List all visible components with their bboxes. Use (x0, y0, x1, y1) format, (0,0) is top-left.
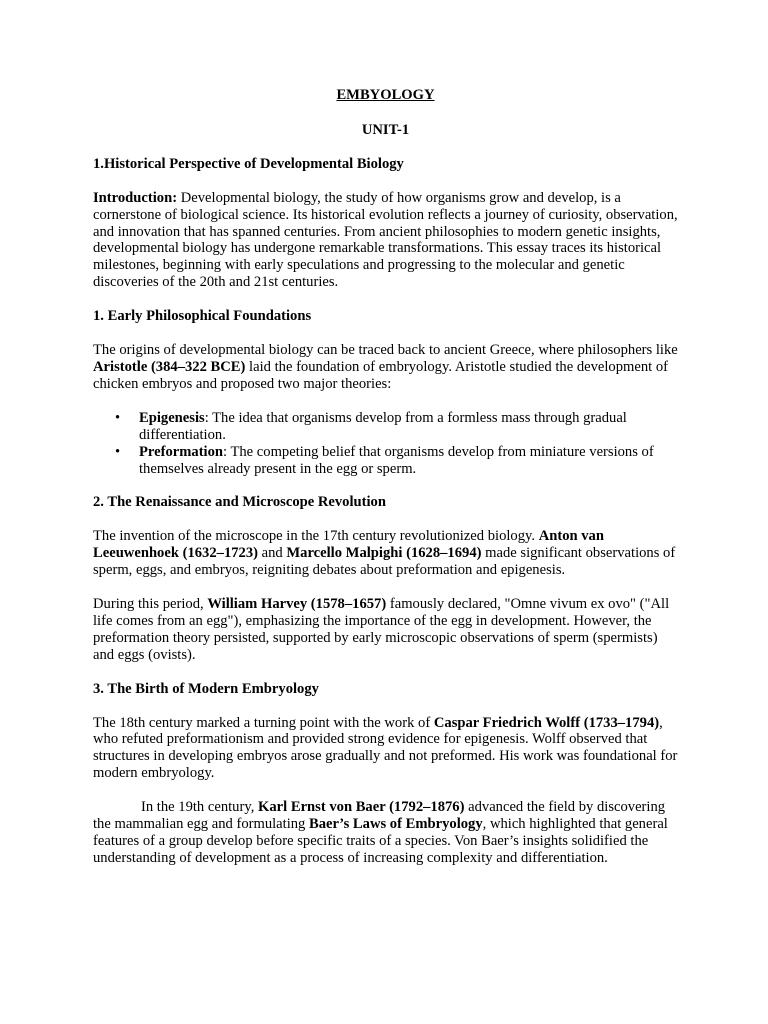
intro-label: Introduction: (93, 189, 178, 206)
text-run: In the 19th century, (141, 799, 258, 816)
paragraph-wolff (93, 715, 678, 783)
text-run: , who refuted preformationism and provided strong evidence for epigenesis. Wolff observed that structures in developing embryos arose gradually and not preformed. His work was foundational for modern embryology. (93, 714, 678, 782)
document-body (93, 87, 678, 867)
bold-run: William Harvey (1578–1657) (207, 596, 387, 613)
intro-text: Developmental biology, the study of how organisms grow and develop, is a cornerstone of biological science. Its historical evolution reflects a journey of curiosity, observation, and innovation that has spanned centuries. From ancient philosophies to modern genetic insights, developmental biology has undergone remarkable transformations. This essay traces its historical milestones, beginning with early speculations and progressing to the molecular and genetic discoveries of the 20th and 21st centuries. (93, 189, 678, 291)
text-run: famously declared, "Omne vivum ex ovo" ("All life comes from an egg"), emphasizing the importance of the egg in development. However, the preformation theory persisted, supported by early microscopic observations of sperm (spermists) and eggs (ovists). (93, 596, 670, 663)
text-run: advanced the field by discovering the mammalian egg and formulating (93, 799, 666, 833)
list-item (139, 410, 678, 444)
paragraph-von-baer (93, 799, 678, 867)
heading-renaissance: 2. The Renaissance and Microscope Revolution (93, 494, 386, 511)
bullet-term: Preformation (139, 443, 224, 460)
heading-modern-embryology: 3. The Birth of Modern Embryology (93, 680, 319, 697)
unit-heading: UNIT-1 (361, 121, 410, 138)
paragraph-harvey (93, 596, 678, 664)
bold-run: Karl Ernst von Baer (1792–1876) (258, 799, 465, 816)
text-run: laid the foundation of embryology. Aristotle studied the development of chicken embryos and proposed two major theories: (93, 358, 668, 392)
paragraph-origins (93, 342, 678, 393)
section-title: 1.Historical Perspective of Developmental Biology (93, 155, 404, 172)
theories-list (93, 410, 678, 478)
bold-run: Anton van Leeuwenhoek (1632–1723) (93, 528, 604, 562)
bold-run: Marcello Malpighi (1628–1694) (286, 545, 482, 562)
intro-paragraph (93, 190, 678, 291)
text-run: During this period, (93, 596, 208, 613)
bold-run: Caspar Friedrich Wolff (1733–1794) (433, 714, 660, 731)
paragraph-microscope (93, 528, 678, 579)
document-title: EMBYOLOGY (336, 87, 435, 103)
text-run: made significant observations of sperm, eggs, and embryos, reigniting debates about preformation and epigenesis. (93, 545, 676, 579)
heading-early-foundations: 1. Early Philosophical Foundations (93, 308, 312, 325)
bullet-text: : The idea that organisms develop from a formless mass through gradual differentiation. (139, 409, 627, 443)
text-run: The invention of the microscope in the 17th century revolutionized biology. (93, 528, 539, 545)
bold-run: Aristotle (384–322 BCE) (93, 358, 246, 375)
bold-run: Baer’s Laws of Embryology (309, 816, 483, 833)
text-run: and (258, 545, 287, 562)
text-run: The 18th century marked a turning point with the work of (93, 714, 434, 731)
bullet-term: Epigenesis (139, 409, 205, 426)
text-run: , which highlighted that general features of a group develop before specific traits of a species. Von Baer’s insights solidified the understanding of development as a process of increasing complexity and differentiation. (93, 816, 668, 866)
text-run: The origins of developmental biology can be traced back to ancient Greece, where philosophers like (93, 342, 678, 359)
list-item (139, 444, 678, 478)
bullet-text: : The competing belief that organisms develop from miniature versions of themselves already present in the egg or sperm. (139, 443, 654, 477)
